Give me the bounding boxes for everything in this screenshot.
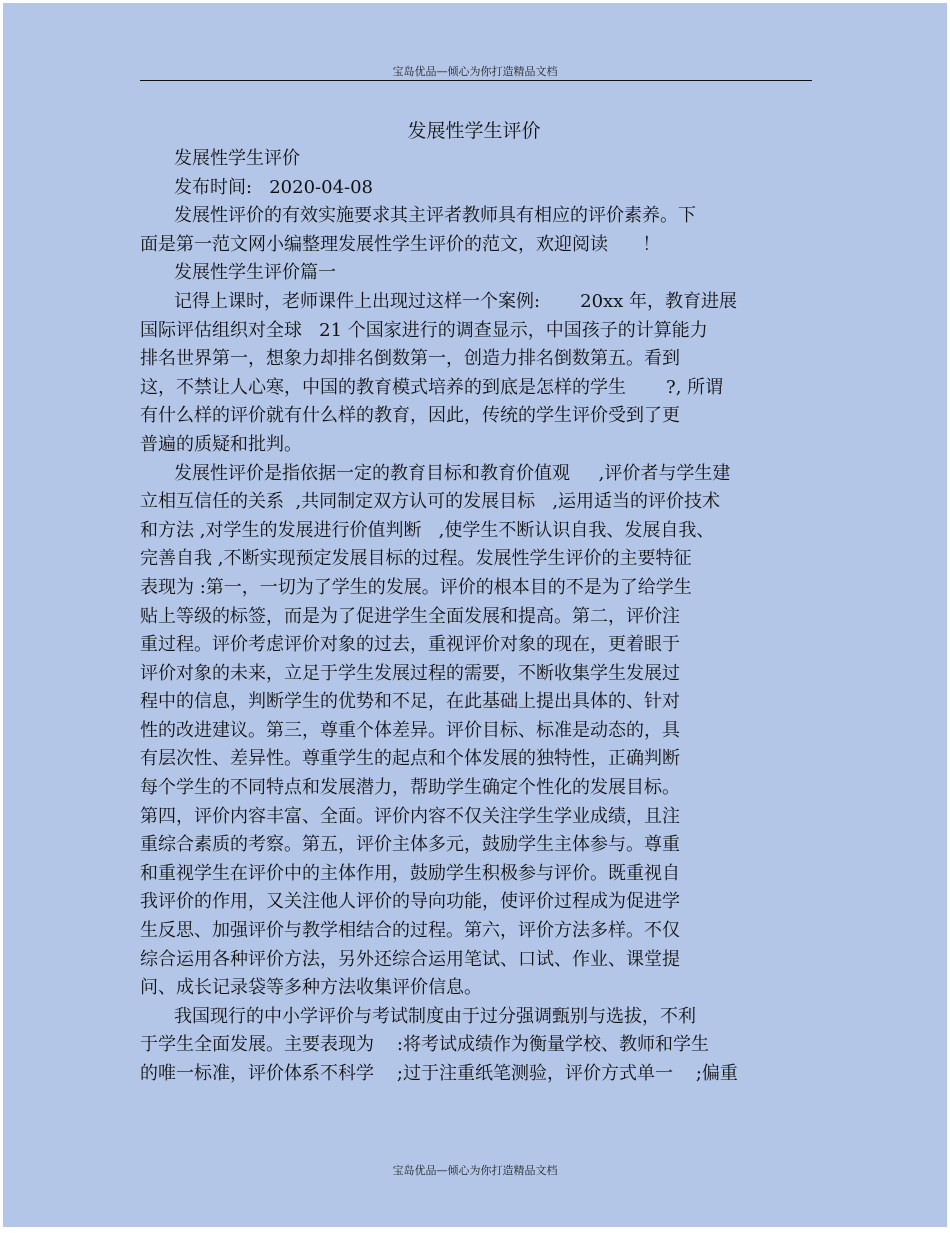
paragraph-line: 评价对象的未来，立足于学生发展过程的需要，不断收集学生发展过 [140, 662, 680, 684]
subtitle-line: 发展性学生评价 [174, 148, 300, 169]
document-body [140, 117, 808, 1089]
paragraph-line: 表现为 :第一，一切为了学生的发展。评价的根本目的不是为了给学生 [140, 576, 692, 598]
paragraph-line: 普遍的质疑和批判。 [140, 433, 302, 455]
paragraph-line: 和重视学生在评价中的主体作用，鼓励学生积极参与评价。既重视自 [140, 862, 680, 884]
paragraph-line: 程中的信息，判断学生的优势和不足，在此基础上提出具体的、针对 [140, 691, 680, 713]
publish-date-line: 发布时间: 2020-04-08 [174, 176, 374, 198]
paragraph-line: 贴上等级的标签，而是为了促进学生全面发展和提高。第二，评价注 [140, 605, 680, 627]
paragraph-line: 第四，评价内容丰富、全面。评价内容不仅关注学生学业成绩，且注 [140, 805, 680, 827]
paragraph-line: 我国现行的中小学评价与考试制度由于过分强调甄别与选拔，不利 [174, 1005, 696, 1027]
page-footer: 宝岛优品—倾心为你打造精品文档 [392, 1164, 558, 1177]
section-heading: 发展性学生评价篇一 [174, 262, 336, 284]
intro-line: 发展性评价的有效实施要求其主评者教师具有相应的评价素养。下 [174, 205, 696, 227]
paragraph-line: 排名世界第一，想象力却排名倒数第一，创造力排名倒数第五。看到 [140, 348, 680, 370]
paragraph-line: 的唯一标准，评价体系不科学 ;过于注重纸笔测验，评价方式单一 ;偏重 [140, 1063, 738, 1084]
paragraph-line: 每个学生的不同特点和发展潜力，帮助学生确定个性化的发展目标。 [140, 777, 680, 799]
paragraph-line: 重综合素质的考察。第五，评价主体多元，鼓励学生主体参与。尊重 [140, 834, 680, 856]
document-title: 发展性学生评价 [407, 120, 541, 142]
document-page [3, 3, 947, 1227]
paragraph-line: 国际评估组织对全球 21 个国家进行的调查显示，中国孩子的计算能力 [140, 319, 708, 341]
intro-line: 面是第一范文网小编整理发展性学生评价的范文，欢迎阅读 ！ [140, 233, 661, 255]
paragraph-line: 发展性评价是指依据一定的教育目标和教育价值观 ,评价者与学生建 [174, 462, 731, 484]
paragraph-line: 我评价的作用，又关注他人评价的导向功能，使评价过程成为促进学 [140, 891, 680, 913]
paragraph-line: 完善自我 ,不断实现预定发展目标的过程。发展性学生评价的主要特征 [140, 548, 692, 570]
paragraph-line: 和方法 ,对学生的发展进行价值判断 ,使学生不断认识自我、发展自我、 [140, 519, 715, 541]
paragraph-line: 问、成长记录袋等多种方法收集评价信息。 [140, 977, 482, 999]
paragraph-line: 生反思、加强评价与教学相结合的过程。第六，评价方法多样。不仅 [140, 920, 680, 942]
header-divider [140, 80, 812, 81]
paragraph-line: 重过程。评价考虑评价对象的过去，重视评价对象的现在，更着眼于 [140, 634, 680, 656]
paragraph-line: 有层次性、差异性。尊重学生的起点和个体发展的独特性，正确判断 [140, 748, 680, 770]
paragraph-line: 性的改进建议。第三，尊重个体差异。评价目标、标准是动态的，具 [140, 719, 680, 741]
paragraph-line: 立相互信任的关系 ,共同制定双方认可的发展目标 ,运用适当的评价技术 [140, 491, 721, 513]
paragraph-line: 于学生全面发展。主要表现为 :将考试成绩作为衡量学校、教师和学生 [140, 1034, 709, 1056]
paragraph-line: 综合运用各种评价方法，另外还综合运用笔试、口试、作业、课堂提 [140, 948, 680, 970]
paragraph-line: 有什么样的评价就有什么样的教育，因此，传统的学生评价受到了更 [140, 405, 680, 427]
paragraph-line: 记得上课时，老师课件上出现过这样一个案例: 20xx 年，教育进展 [174, 290, 738, 312]
paragraph-line: 这，不禁让人心寒，中国的教育模式培养的到底是怎样的学生 ?, 所谓 [140, 376, 724, 398]
page-header: 宝岛优品—倾心为你打造精品文档 [392, 65, 558, 78]
